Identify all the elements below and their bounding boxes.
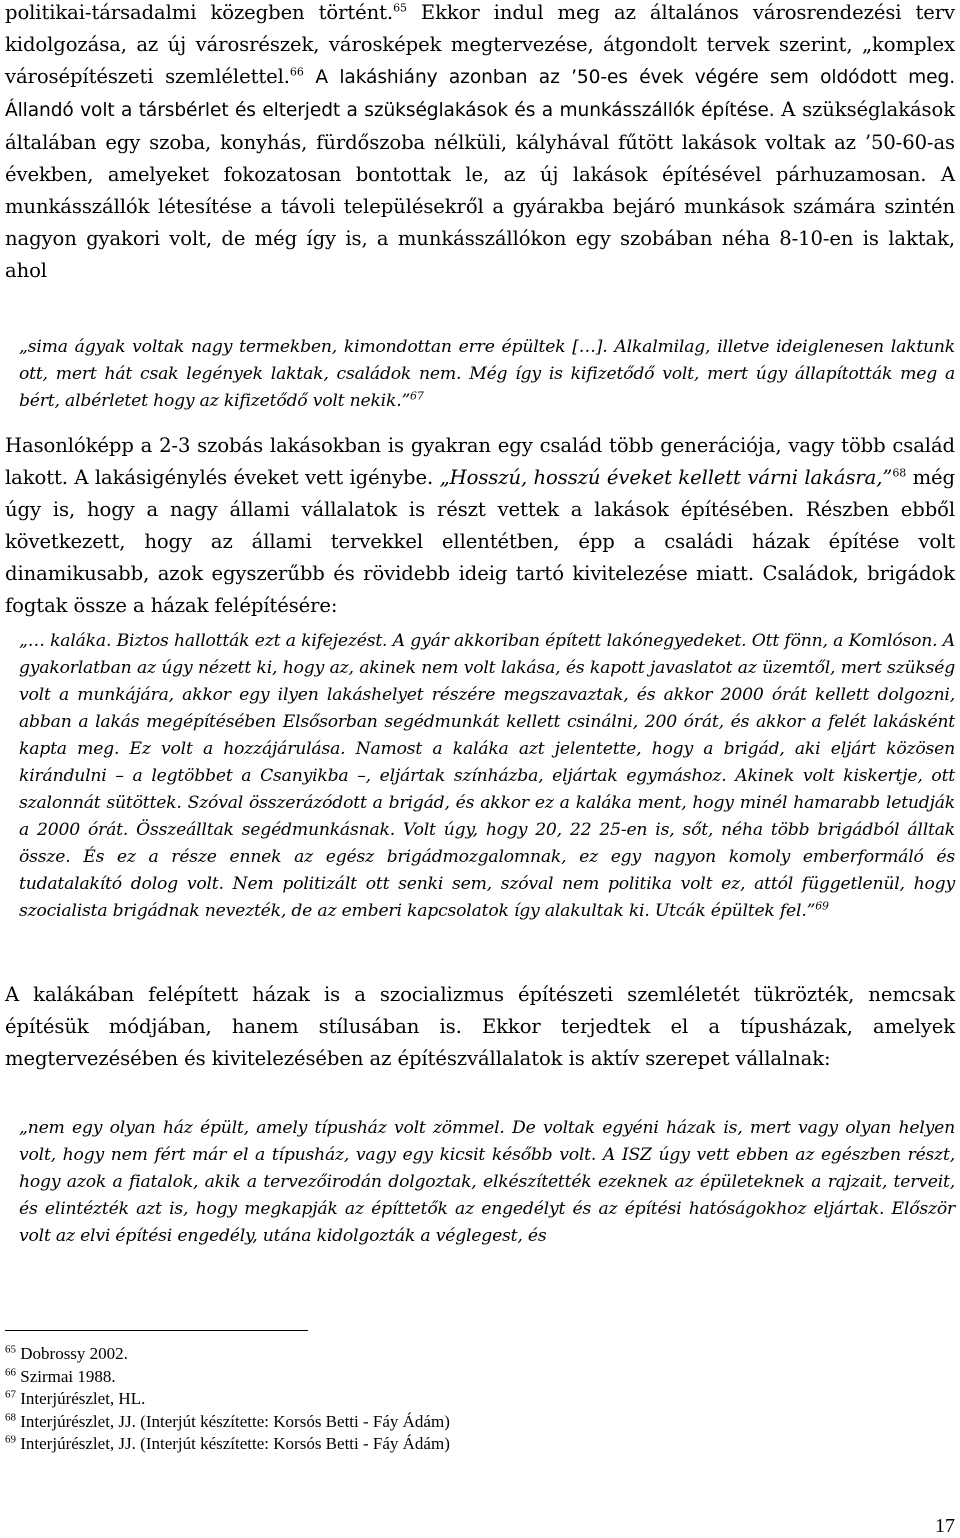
interview-quote-2	[5, 628, 955, 925]
footnote-number: 67	[5, 1388, 16, 1401]
paragraph-1-text-b: Ekkor indul meg az általános városrendezési terv kidolgozása, az új városrészek, városképek megtervezése, átgondolt tervek szerint, „komplex városépítészeti szemlélettel.	[5, 1, 955, 88]
interview-quote-1-text: „sima ágyak voltak nagy termekben, kimondottan erre épültek […]. Alkalmilag, illetve ideiglenesen laktunk ott, mert hát csak legények laktak, családok nem. Még így is kifizetődő volt, mert úgy állapították meg a bért, albérletet hogy az kifizetődő volt nekik.”	[19, 337, 955, 411]
paragraph-1-text-d: A szükséglakások általában egy szoba, konyhás, fürdőszoba nélküli, kályhával fűtött lakások voltak az ’50-60-as években, amelyeket fokozatosan bontottak le, az új lakások építésével párhuzamosan. A munkásszállók létesítése a távoli településekről a gyárakba bejáró munkások számára szintén nagyon gyakori volt, de még így is, a munkásszállókon egy szobában néha 8-10-en is laktak, ahol	[5, 98, 955, 282]
footnote-number: 66	[5, 1365, 16, 1378]
footnote-68	[5, 1411, 450, 1434]
paragraph-1	[5, 0, 955, 287]
page-number: 17	[935, 1515, 955, 1537]
footnote-number: 68	[5, 1410, 16, 1423]
interview-quote-1	[5, 334, 955, 415]
footnote-ref-67: 67	[410, 389, 424, 403]
footnote-ref-65: 65	[393, 1, 407, 15]
paragraph-3	[5, 979, 955, 1075]
footnote-text: Szirmai 1988.	[20, 1366, 116, 1386]
interview-quote-3	[5, 1115, 955, 1250]
footnote-text: Interjúrészlet, JJ. (Interjút készítette: Korsós Betti - Fáy Ádám)	[20, 1434, 450, 1453]
footnote-69	[5, 1433, 450, 1456]
footnote-divider	[5, 1330, 308, 1331]
paragraph-2-quote: „Hosszú, hosszú éveket kellett várni lakásra,”	[439, 466, 893, 489]
paragraph-1-text-c: A lakáshiány azonban az ’50-es évek végére sem oldódott meg. Állandó volt a társbérlet és elterjedt a szükséglakások és a munkásszállók építése.	[5, 67, 955, 121]
paragraph-2-text-a: Hasonlóképp a 2-3 szobás lakásokban is gyakran egy család több generációja, vagy több család lakott. A lakásigénylés éveket vett igénybe.	[5, 434, 955, 489]
paragraph-1-text-a: politikai-társadalmi közegben történt.	[5, 1, 394, 24]
interview-quote-3-text: „nem egy olyan ház épült, amely típusház volt zömmel. De voltak egyéni házak is, mert vagy olyan helyen volt, hogy nem fért már el a típusház, vagy egy kicsit később volt. A ISZ úgy vett ebben az egészben részt, hogy azok a fiatalok, akik a tervezőirodán dolgoztak, elkészítették ezeknek az épületeknek a rajzait, terveit, és elintézték azt is, hogy megkapják az építtetők az engedélyt és az építési hatóságokhoz eljártak. Először volt az elvi építési engedély, utána kidolgozták a véglegest, és	[19, 1118, 955, 1246]
footnote-ref-66: 66	[289, 65, 304, 79]
interview-quote-2-text: „… kaláka. Biztos hallották ezt a kifejezést. A gyár akkoriban épített lakónegyedeket. Ott fönn, a Komlóson. A gyakorlatban az úgy nézett ki, hogy az, akinek nem volt lakása, és kapott javaslatot az üzemtől, mert szükség volt a munkájára, akkor egy ilyen lakáshelyet részére megszavaztak, és akkor 2000 órát kellett dolgozni, abban a lakás megépítésében Elsősorban segédmunkát kellett csinálni, 200 órát, és akkor a felét lakásként kapta meg. Ez volt a hozzájárulása. Namost a kaláka azt jelentette, hogy a brigád, aki eljárt közösen kirándulni – a legtöbbet a Csanyikba –, eljártak színházba, eljártak egymáshoz. Akinek volt kiskertje, ott szalonnát sütöttek. Szóval összerázódott a brigád, és akkor ez a kaláka ment, hogy minél hamarabb letudják a 2000 órát. Összeálltak segédmunkásnak. Volt úgy, hogy 20, 22 25-en is, sőt, néha több brigádból álltak össze. És ez a része ennek az egész brigádmozgalomnak, ez egy nagyon komoly emberformáló és tudatalakító dolog volt. Nem politizált ott senki sem, szóval nem politika volt ez, attól függetlenül, hogy szocialista brigádnak nevezték, de az emberi kapcsolatok így alakultak ki. Utcák épültek fel.”	[19, 631, 955, 921]
footnote-number: 69	[5, 1433, 16, 1446]
footnote-text: Interjúrészlet, HL.	[20, 1389, 146, 1408]
footnote-67	[5, 1388, 450, 1411]
footnote-text: Dobrossy 2002.	[20, 1344, 128, 1363]
footnotes	[5, 1343, 450, 1456]
footnote-number: 65	[5, 1343, 16, 1356]
footnote-text: Interjúrészlet, JJ. (Interjút készítette: Korsós Betti - Fáy Ádám)	[20, 1411, 450, 1431]
paragraph-2	[5, 430, 955, 622]
paragraph-2-text-b: még úgy is, hogy a nagy állami vállalatok is részt vettek a lakások építésében. Részben ebből következett, hogy az állami tervekkel ellentétben, épp a családi házak építése volt dinamikusabb, azok egyszerűbb és rövidebb ideig tartó kivitelezése miatt. Családok, brigádok fogtak össze a házak felépítésére:	[5, 466, 955, 617]
footnote-66	[5, 1366, 450, 1389]
footnote-ref-69: 69	[815, 899, 829, 913]
footnote-ref-68: 68	[892, 466, 907, 480]
paragraph-3-text: A kalákában felépített házak is a szocializmus építészeti szemléletét tükrözték, nemcsak építésük módjában, hanem stílusában is. Ekkor terjedtek el a típusházak, amelyek megtervezésében és kivitelezésében az építészvállalatok is aktív szerepet vállalnak:	[5, 983, 955, 1070]
footnote-65	[5, 1343, 450, 1366]
